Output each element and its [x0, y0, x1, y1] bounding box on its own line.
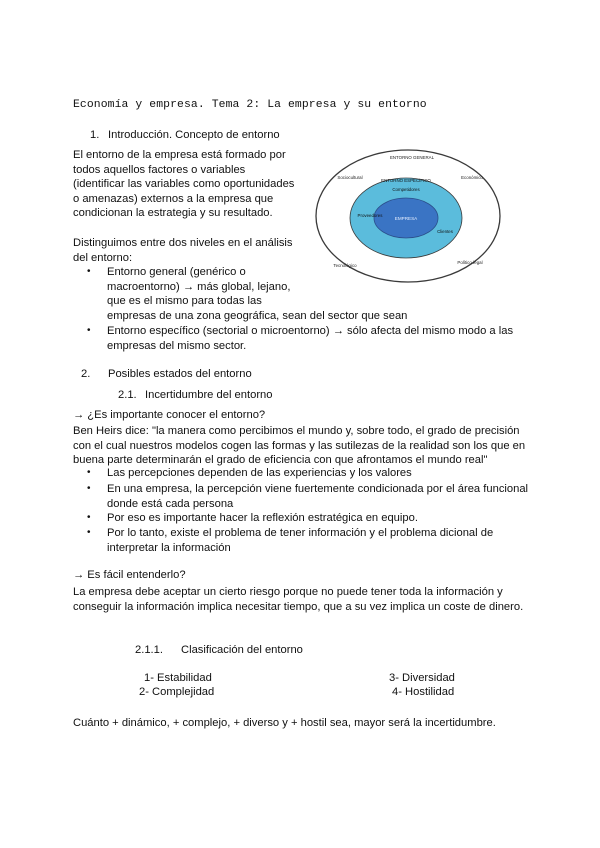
question-understand: → Es fácil entenderlo? [73, 569, 186, 581]
section-2-number: 2. [81, 368, 91, 380]
environment-diagram [308, 146, 508, 288]
section-2-title: Posibles estados del entorno [108, 368, 252, 380]
label-technological: Tecnológico [333, 263, 357, 268]
label-specific: ENTORNO ESPECÍFICO [381, 178, 431, 183]
label-political-legal: Político-legal [457, 260, 483, 265]
label-economic: Económico [461, 175, 483, 180]
risk-paragraph: La empresa debe aceptar un cierto riesgo porque no puede tener toda la información y conseguir la información implica necesitar tiempo, que a su vez implica un coste de dinero. [73, 586, 524, 613]
ben-heirs-quote: Ben Heirs dice: "la manera como percibimos el mundo y, sobre todo, el grado de precisión con el cual nuestros modelos cogen las formas y las sutilezas de la realidad son los que en buena parte determinarán el grado de eficiencia con que afrontamos el mundo real" [73, 425, 526, 466]
page-title: Economía y empresa. Tema 2: La empresa y su entorno [73, 99, 427, 111]
bullet-specific-environment: • Entorno específico (sectorial o microentorno) → sólo afecta del mismo modo a las empresas del mismo sector. [107, 324, 513, 353]
question-importance: → ¿Es importante conocer el entorno? [73, 409, 266, 421]
label-competitors: Competidores [392, 187, 420, 192]
label-company: EMPRESA [394, 216, 418, 221]
levels-paragraph: Distinguimos entre dos niveles en el análisis del entorno: [73, 237, 293, 264]
class-stability: 1- Estabilidad [144, 672, 212, 684]
section-2-1-1-title: Clasificación del entorno [181, 644, 303, 656]
label-sociocultural: Sociocultural [337, 175, 363, 180]
bullet-team-reflection: • Por eso es importante hacer la reflexión estratégica en equipo. [107, 511, 418, 526]
label-clients: Clientes [437, 229, 453, 234]
label-general: ENTORNO GENERAL [389, 155, 435, 160]
section-2-1-1-number: 2.1.1. [135, 644, 163, 656]
section-1-title: Introducción. Concepto de entorno [108, 129, 280, 141]
section-1-number: 1. [90, 129, 100, 141]
bullet-general-environment: • Entorno general (genérico o macroentorno) → más global, lejano, que es el mismo para todas las empresas de una zona geográfica, sean del sector que sean [107, 265, 407, 323]
bullet-functional-area: • En una empresa, la percepción viene fuertemente condicionada por el área funcional donde está cada persona [107, 482, 528, 511]
section-2-1-title: Incertidumbre del entorno [145, 389, 273, 401]
class-diversity: 3- Diversidad [389, 672, 455, 684]
section-2-1-number: 2.1. [118, 389, 137, 401]
class-hostility: 4- Hostilidad [392, 686, 455, 698]
label-suppliers: Proveedores [357, 213, 383, 218]
intro-paragraph: El entorno de la empresa está formado por todos aquellos factores o variables (identificar las variables como oportunidades o amenazas) externos a la empresa que condicionan la estrategia y su resultado. [73, 149, 295, 219]
bullet-information-problem: • Por lo tanto, existe el problema de tener información y el problema dicional de interpretar la información [107, 526, 493, 555]
class-complexity: 2- Complejidad [139, 686, 215, 698]
bullet-perceptions: • Las percepciones dependen de las experiencias y los valores [107, 466, 412, 481]
conclusion-paragraph: Cuánto + dinámico, + complejo, + diverso y + hostil sea, mayor será la incertidumbre. [73, 717, 496, 729]
